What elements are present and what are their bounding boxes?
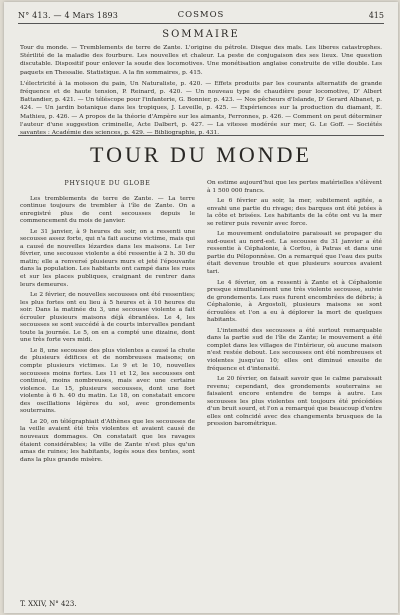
summary-title: SOMMAIRE — [162, 29, 240, 40]
summary-paragraph: L'électricité à la moisson du pain, Un Naturaliste, p. 420. — Effets produits par les courants alternatifs de grande fréquence et de haute tension, P. Reinard, p. 420. — Un nouveau type de chaudière pour locomotive, D' Albert Battandier, p. 421. — Un téléscope pour l'infanterie, G. Bonnier, p. 423. — Nos pêcheurs d'Islande, D' Gerard Albanet, p. 424. — Un jardin botanique dans les tropiques, J. Leveille, p. 425. — Expériences sur la production du diamant, E. Mathieu, p. 426. — A propos de la théorie d'Ampère sur les aimants, Ferronnes, p. 426. — Comment on peut déterminer l'auteur d'une suggestion criminelle, Acte Dalbert, p. 427. — La vitesse modérée sur mer, G. Le Goff. — Sociétés savantes : Académie des sciences, p. 429. — Bibliographie, p. 431. — [20, 80, 382, 137]
article-paragraph: Les tremblements de terre de Zante. — La terre continue toujours de trembler à l'île de Zante. On a enregistré plus de cent secousses depuis le commencement du mois de janvier. — [20, 195, 195, 225]
journal-name: COSMOS — [177, 10, 225, 20]
section-title: TOUR DU MONDE — [90, 142, 312, 167]
article-paragraph: Le 31 janvier, à 9 heures du soir, on a ressenti une secousse assez forte, qui n'a fait aucune victime, mais qui a causé de nouvelles lézardes dans les maisons. Le 1er février, une secousse violente a été ressentie à 2 h. 30 du matin; elle a renversé plusieurs murs et jeté l'épouvante dans la population. Les habitants ont campé dans les rues et sur les places publiques, craignant de rentrer dans leurs demeures. — [20, 228, 195, 288]
article-paragraph: Le 8, une secousse des plus violentes a causé la chute de plusieurs édifices et de nombreuses maisons; on compte plusieurs victimes. Le 9 et le 10, nouvelles secousses moins fortes. Les 11 et 12, les secousses ont continué, moins nombreuses, mais avec une certaine violence. Le 15, plusieurs secousses, dont une fort violente à 6 h. 40 du matin. Le 18, on constatait encore des oscillations légères du sol, avec grondements souterrains. — [20, 347, 195, 415]
article-paragraph: Le 20 février, on faisait savoir que le calme paraissait revenu; cependant, des grondements souterrains se faisaient encore entendre de temps à autre. Les secousses les plus violentes ont toujours été précédées d'un bruit sourd, et l'on a remarqué que beaucoup d'entre elles ont coïncidé avec des changements brusques de la pression barométrique. — [207, 376, 382, 428]
column-heading: PHYSIQUE DU GLOBE — [64, 180, 151, 187]
page-header — [18, 8, 384, 22]
summary-paragraph: Tour du monde. — Tremblements de terre de Zante. L'origine du pétrole. Disque des maïs. Les liberes catastrophes. Stérilité de la maladie des fourbure. Les nouvelles et chaleur. La peste de conjugaison des ses lieux. Une question discutable. Dispositif pour enlever la soude des locomotives. Une monétisation anglaise construite de ville double. Les paquets en Thessalie. Statistique. A la fin sommaires, p. 415. — [20, 45, 382, 76]
right-column — [207, 180, 382, 432]
journal-page — [4, 2, 398, 613]
header-rule — [18, 23, 384, 24]
article-paragraph: On estime aujourd'hui que les pertes matérielles s'élèvent à 1 500 000 francs. — [207, 180, 382, 194]
issue-date: N° 413. — 4 Mars 1893 — [18, 10, 119, 20]
volume-footer: T. XXIV, N° 423. — [20, 600, 77, 608]
article-paragraph: Le 6 février au soir, la mer, subitement agitée, a envahi une partie du rivage; des barques ont été jetées à la côte et brisées. Les habitants de la côte ont vu la mer se retirer puis revenir avec force. — [207, 198, 382, 227]
summary-block — [20, 44, 382, 140]
article-paragraph: Le mouvement ondulatoire paraissait se propager du sud-ouest au nord-est. La secousse du 31 janvier a été ressentie à Céphalonie, à Corfou, à Patras et dans une partie du Péloponnèse. On a remarqué que l'eau des puits était devenue trouble et que plusieurs sources avaient tari. — [207, 231, 382, 276]
article-paragraph: Le 20, on télégraphiait d'Athènes que les secousses de la veille avaient été très violentes et avaient causé de nouveaux dommages. On constatait que les ravages étaient considérables; la ville de Zante n'est plus qu'un amas de ruines; les habitants, logés sous des tentes, sont dans la plus grande misère. — [20, 418, 195, 463]
left-column — [20, 180, 195, 467]
page-number: 415 — [368, 10, 384, 20]
summary-rule — [18, 135, 384, 136]
article-paragraph: Le 4 février, on a ressenti à Zante et à Céphalonie presque simultanément une très violente secousse, suivie de grondements. Les rues furent encombrées de débris; à Céphalonie, à Argostoli, plusieurs maisons se sont écroulées et l'on a eu à déplorer la mort de quelques habitants. — [207, 279, 382, 324]
article-paragraph: L'intensité des secousses a été surtout remarquable dans la partie sud de l'île de Zante; le mouvement a été complet dans les villages de l'intérieur, où aucune maison n'est restée debout. Les secousses ont été nombreuses et violentes jusqu'au 10; elles ont diminué ensuite de fréquence et d'intensité. — [207, 327, 382, 372]
article-paragraph: Le 2 février, de nouvelles secousses ont été ressenties; les plus fortes ont eu lieu à 5 heures et à 10 heures du soir. Dans la matinée du 3, une secousse violente a fait écrouler plusieurs maisons déjà ébranlées. Le 4, les secousses se sont succédé à de courts intervalles pendant toute la journée. Le 5, on en a compté une dizaine, dont une très forte vers midi. — [20, 292, 195, 344]
